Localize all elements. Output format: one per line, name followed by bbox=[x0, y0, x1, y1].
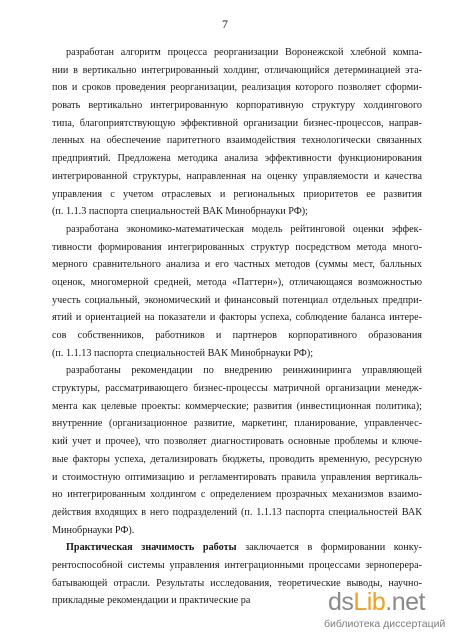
dslib-watermark bbox=[322, 588, 446, 632]
paragraph-reengineering-recommendations bbox=[52, 362, 422, 539]
text-line: (п. 1.1.3 паспорта специальностей ВАК Минобрнауки РФ); bbox=[52, 206, 308, 218]
text-line: типа, благоприятствующую эффективной организации бизнес-процессов, направ- bbox=[52, 117, 422, 129]
text-line: (п. 1.1.13 паспорта специальностей ВАК Минобрнауки РФ); bbox=[52, 347, 314, 359]
text-line: нии в вертикально интегрированный холдинг, отличающийся детерминацией эта- bbox=[52, 64, 422, 76]
text-line: пов и сроков проведения реорганизации, реализация которого позволяет сформи- bbox=[52, 82, 422, 94]
text-line: ровать вертикально интегрированную корпоративную структуру холдингового bbox=[52, 100, 422, 112]
text-line: и стоимостную оптимизацию и регламентировать правила управления вертикаль- bbox=[52, 471, 422, 483]
text-line: рентоспособной системы управления интеграционными процессами зерноперера- bbox=[52, 559, 422, 571]
text-line: вые факторы успеха, детализировать бюджеты, проводить временную, ресурсную bbox=[52, 453, 422, 465]
text-line bbox=[52, 539, 422, 557]
paragraph-reorganization-algorithm bbox=[52, 44, 422, 221]
text-line: Минобрнауки РФ). bbox=[52, 524, 135, 536]
text-line: разработан алгоритм процесса реорганизации Воронежской хлебной компа- bbox=[66, 47, 422, 58]
text-line: действия входящих в него подразделений (п. 1.1.13 паспорта специальностей ВАК bbox=[52, 506, 422, 518]
watermark-subtitle: библиотека диссертаций bbox=[324, 618, 446, 630]
document-body bbox=[52, 44, 422, 610]
logo-net: .net bbox=[385, 588, 425, 616]
text-line: разработана экономико-математическая модель рейтинговой оценки эффек- bbox=[66, 223, 422, 235]
text-line: оценок, многомерной средней, метода «Паттерн»), отличающаяся возможностью bbox=[52, 276, 422, 288]
text-line: сов собственников, работников и партнеров корпоративного образования bbox=[52, 330, 422, 341]
text-line: мента как целевые проекты: коммерческие; развития (инвестиционная политика); bbox=[52, 400, 422, 412]
logo-lib: Lib bbox=[353, 588, 386, 616]
text-line: управления с учетом отраслевых и региональных приоритетов ее развития bbox=[52, 188, 422, 200]
page-number: 7 bbox=[222, 17, 228, 31]
text-line: учесть социальный, экономический и финансовый потенциал отдельных предпри- bbox=[52, 294, 422, 306]
text-line: структуры, рассматривающего бизнес-процессы матричной организации менедж- bbox=[52, 383, 422, 395]
practical-significance-heading: Практическая значимость работы bbox=[66, 542, 237, 554]
text-span: заключается в формировании конку- bbox=[236, 542, 422, 554]
text-line: ленных на обеспечение паритетного взаимодействия технологически связанных bbox=[52, 135, 422, 147]
text-line: тивности формирования интегрированных структур посредством метода много- bbox=[52, 241, 422, 253]
text-line: разработаны рекомендации по внедрению реинжиниринга управляющей bbox=[66, 365, 422, 377]
paragraph-rating-model bbox=[52, 221, 422, 363]
text-line: прикладные рекомендации и практические ра bbox=[52, 595, 251, 607]
text-line: кий учет и прочее), что позволяет диагностировать основные проблемы и ключе- bbox=[52, 436, 422, 448]
dslib-logo bbox=[328, 588, 425, 616]
text-line: мерного сравнительного анализа и его частных методов (суммы мест, балльных bbox=[52, 259, 422, 271]
text-line: внутренние (организационное развитие, маркетинг, планирование, управленчес- bbox=[52, 418, 422, 430]
text-line: предприятий. Предложена методика анализа эффективности функционирования bbox=[52, 153, 422, 165]
logo-ds: ds bbox=[328, 588, 354, 616]
text-line: интегрированной структуры, направленная на оценку управляемости и качества bbox=[52, 170, 422, 182]
text-line: но интегрированным холдингом с определением прозрачных механизмов взаимо- bbox=[52, 489, 422, 501]
text-line: ятий и ориентацией на показатели и факторы успеха, соблюдение баланса интере- bbox=[52, 312, 422, 324]
text-line: батывающей отрасли. Результаты исследования, теоретические выводы, научно- bbox=[52, 577, 422, 589]
